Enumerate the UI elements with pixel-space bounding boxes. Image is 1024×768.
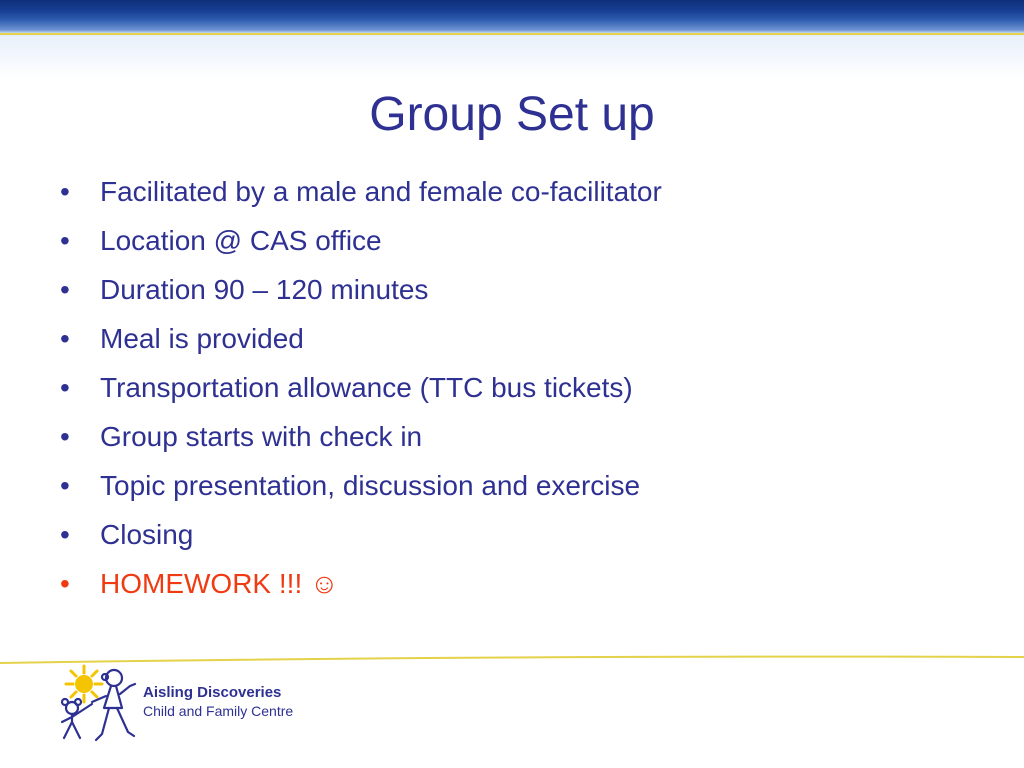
bullet-list: [56, 167, 976, 608]
header-accent-line: [0, 33, 1024, 35]
bullet-marker: •: [60, 176, 70, 207]
bullet-marker: •: [60, 323, 70, 354]
bullet-marker: •: [60, 568, 70, 599]
bullet-text: Meal is provided: [100, 323, 304, 354]
bullet-text: Topic presentation, discussion and exercise: [100, 470, 641, 501]
bullet-item-closing: [56, 510, 976, 559]
bullet-text: HOMEWORK !!! ☺: [100, 568, 339, 599]
bullet-item-location: [56, 216, 976, 265]
header-band: [0, 0, 1024, 80]
logo-tagline: Child and Family Centre: [143, 703, 294, 719]
footer-logo: [56, 664, 356, 748]
bullet-marker: •: [60, 470, 70, 501]
bullet-item-meal: [56, 314, 976, 363]
bullet-marker: •: [60, 519, 70, 550]
sun-and-children-figures-icon: [56, 664, 140, 748]
bullet-marker: •: [60, 372, 70, 403]
bullet-text: Duration 90 – 120 minutes: [100, 274, 429, 305]
slide-title: Group Set up: [369, 88, 655, 141]
bullet-marker: •: [60, 274, 70, 305]
bullet-item-duration: [56, 265, 976, 314]
bullet-text: Closing: [100, 519, 194, 550]
bullet-item-homework: [56, 559, 976, 608]
bullet-marker: •: [60, 225, 70, 256]
bullet-item-topic: [56, 461, 976, 510]
bullet-text: Transportation allowance (TTC bus tickets): [100, 372, 633, 403]
bullet-text: Facilitated by a male and female co-facilitator: [100, 176, 662, 207]
bullet-item-transportation: [56, 363, 976, 412]
bullet-text: Group starts with check in: [100, 421, 423, 452]
bullet-item-facilitated: [56, 167, 976, 216]
bullet-item-check-in: [56, 412, 976, 461]
bullet-marker: •: [60, 421, 70, 452]
logo-name: Aisling Discoveries: [143, 684, 282, 701]
bullet-text: Location @ CAS office: [100, 225, 382, 256]
